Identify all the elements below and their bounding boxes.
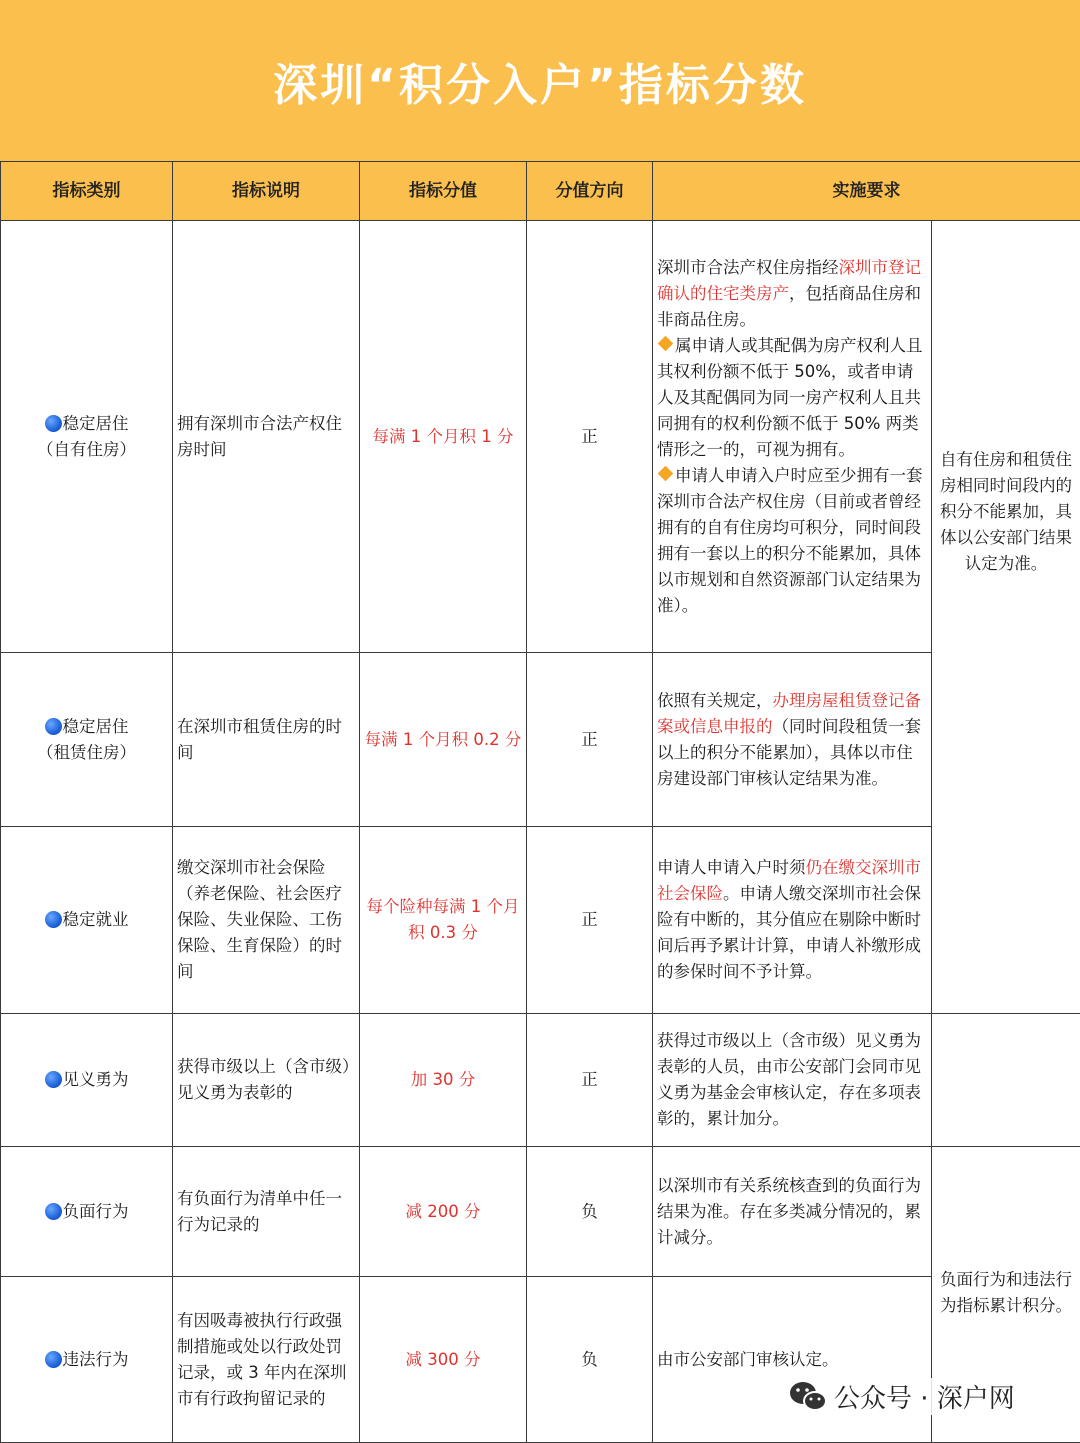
direction-cell: 负 xyxy=(527,1277,653,1443)
category-label: 稳定居住 xyxy=(63,717,129,736)
table-row xyxy=(1,1014,1080,1147)
category-sublabel: （自有住房） xyxy=(37,440,136,459)
requirement-text: 深圳市合法产权住房指经 xyxy=(657,258,839,277)
watermark-text: 公众号 · 深户网 xyxy=(834,1378,1015,1415)
requirement-cell xyxy=(653,827,932,1014)
requirement-cell: 由市公安部门审核认定。 xyxy=(653,1277,932,1443)
requirement-highlight: 仍在缴交深圳市社会保险 xyxy=(657,858,921,903)
requirement-text: 。申请人缴交深圳市社会保险有中断的，其分值应在剔除中断时间后再予累计计算，申请人补缴形成的参保时间不予计算。 xyxy=(657,884,921,981)
blue-dot-icon xyxy=(45,1351,62,1368)
header-category: 指标类别 xyxy=(1,162,173,221)
direction-cell: 正 xyxy=(527,827,653,1014)
category-label: 负面行为 xyxy=(63,1202,129,1221)
requirement-cell: 以深圳市有关系统核查到的负面行为结果为准。存在多类减分情况的，累计减分。 xyxy=(653,1147,932,1277)
table-header-row xyxy=(1,162,1080,221)
header-score: 指标分值 xyxy=(360,162,527,221)
requirement-highlight: 深圳市登记确认的住宅类房产 xyxy=(657,258,921,303)
blue-dot-icon xyxy=(45,1071,62,1088)
category-label: 见义勇为 xyxy=(63,1070,129,1089)
blue-dot-icon xyxy=(45,415,62,432)
score-cell: 每满 1 个月积 1 分 xyxy=(360,221,527,653)
requirement-cell xyxy=(653,653,932,827)
requirement-text: 申请人申请入户时须 xyxy=(657,858,806,877)
category-cell xyxy=(1,827,173,1014)
description-cell: 拥有深圳市合法产权住房时间 xyxy=(173,221,360,653)
orange-diamond-icon xyxy=(658,465,674,481)
table-row xyxy=(1,827,1080,1014)
category-cell xyxy=(1,1014,173,1147)
description-cell: 获得市级以上（含市级）见义勇为表彰的 xyxy=(173,1014,360,1147)
blue-dot-icon xyxy=(45,911,62,928)
header-requirements: 实施要求 xyxy=(653,162,1080,221)
direction-cell: 负 xyxy=(527,1147,653,1277)
blue-dot-icon xyxy=(45,718,62,735)
header-direction: 分值方向 xyxy=(527,162,653,221)
category-label: 稳定就业 xyxy=(63,910,129,929)
wechat-icon xyxy=(788,1379,828,1415)
category-cell xyxy=(1,1277,173,1443)
score-table xyxy=(0,161,1080,1443)
requirement-highlight: 办理房屋租赁登记备案或信息申报的 xyxy=(657,691,921,736)
score-cell: 每满 1 个月积 0.2 分 xyxy=(360,653,527,827)
description-cell: 有负面行为清单中任一行为记录的 xyxy=(173,1147,360,1277)
score-cell: 加 30 分 xyxy=(360,1014,527,1147)
requirement-text: 申请人申请入户时应至少拥有一套深圳市合法产权住房（目前或者曾经拥有的自有住房均可积分，同时间段拥有一套以上的积分不能累加，具体以市规划和自然资源部门认定结果为准）。 xyxy=(657,466,923,615)
direction-cell: 正 xyxy=(527,221,653,653)
score-cell: 减 200 分 xyxy=(360,1147,527,1277)
description-cell: 在深圳市租赁住房的时间 xyxy=(173,653,360,827)
category-cell xyxy=(1,221,173,653)
requirement-text: 依照有关规定， xyxy=(657,691,773,710)
score-cell: 减 300 分 xyxy=(360,1277,527,1443)
requirement-text: （同时间段租赁一套以上的积分不能累加），具体以市住房建设部门审核认定结果为准。 xyxy=(657,717,921,788)
page-title: 深圳“积分入户”指标分数 xyxy=(273,49,807,113)
table-row xyxy=(1,221,1080,653)
orange-diamond-icon xyxy=(658,335,674,351)
requirement-text: 属申请人或其配偶为房产权利人且其权利份额不低于 50%，或者申请人及其配偶同为同一房产权利人且共同拥有的权利份额不低于 50% 两类情形之一的，可视为拥有。 xyxy=(657,336,923,459)
blue-dot-icon xyxy=(45,1203,62,1220)
category-cell xyxy=(1,653,173,827)
category-label: 违法行为 xyxy=(63,1350,129,1369)
category-cell xyxy=(1,1147,173,1277)
header-description: 指标说明 xyxy=(173,162,360,221)
requirement-text: ，包括商品住房和非商品住房。 xyxy=(657,284,921,329)
category-label: 稳定居住 xyxy=(63,414,129,433)
requirement-cell: 获得过市级以上（含市级）见义勇为表彰的人员，由市公安部门会同市见义勇为基金会审核认定，存在多项表彰的，累计加分。 xyxy=(653,1014,932,1147)
direction-cell: 正 xyxy=(527,1014,653,1147)
title-banner xyxy=(0,0,1080,162)
description-cell: 有因吸毒被执行行政强制措施或处以行政处罚记录，或 3 年内在深圳市有行政拘留记录的 xyxy=(173,1277,360,1443)
watermark xyxy=(788,1378,1015,1415)
category-sublabel: （租赁住房） xyxy=(37,743,136,762)
table-row xyxy=(1,1147,1080,1277)
direction-cell: 正 xyxy=(527,653,653,827)
table-row xyxy=(1,1277,1080,1443)
score-cell: 每个险种每满 1 个月积 0.3 分 xyxy=(360,827,527,1014)
note-cell-empty xyxy=(932,1014,1080,1147)
housing-note-cell: 自有住房和租赁住房相同时间段内的积分不能累加，具体以公安部门结果认定为准。 xyxy=(932,221,1080,1014)
requirement-cell xyxy=(653,221,932,653)
description-cell: 缴交深圳市社会保险（养老保险、社会医疗保险、失业保险、工伤保险、生育保险）的时间 xyxy=(173,827,360,1014)
table-row xyxy=(1,653,1080,827)
negative-note-cell: 负面行为和违法行为指标累计积分。 xyxy=(932,1147,1080,1443)
